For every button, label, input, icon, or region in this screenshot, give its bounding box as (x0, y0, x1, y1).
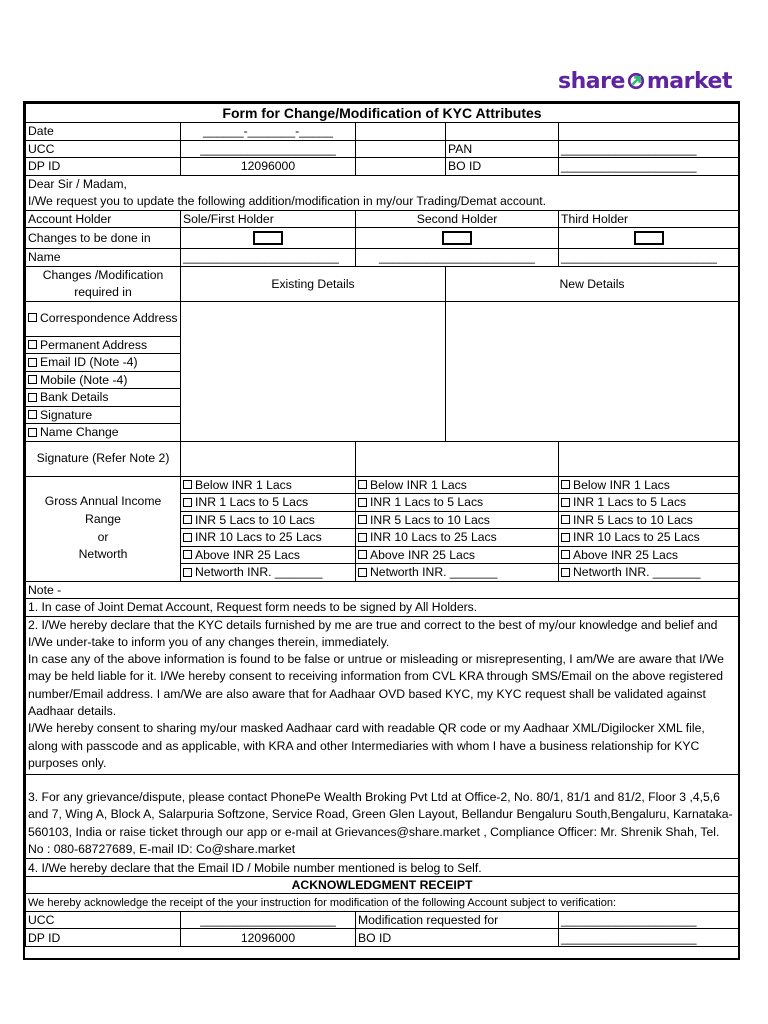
name-field-second[interactable]: _______________________ (356, 249, 559, 267)
ack-ucc-label: UCC (26, 911, 181, 929)
sharemarket-logo (558, 66, 732, 96)
income-second-opt-0[interactable]: Below INR 1 Lacs (356, 476, 559, 494)
checkbox-icon (561, 498, 570, 507)
second-holder-checkbox[interactable] (442, 231, 472, 245)
ack-dpid-value: 12096000 (181, 929, 356, 947)
note-4: 4. I/We hereby declare that the Email ID / Mobile number mentioned is belog to Self. (26, 859, 739, 877)
income-first-opt-3[interactable]: INR 10 Lacs to 25 Lacs (181, 529, 356, 547)
salutation: Dear Sir / Madam, (28, 176, 127, 191)
checkbox-icon (28, 393, 37, 402)
kyc-form (23, 101, 740, 960)
first-holder-checkbox[interactable] (253, 231, 283, 245)
holder-second: Second Holder (356, 210, 559, 228)
form-title: Form for Change/Modification of KYC Attributes (26, 104, 739, 123)
signature-first[interactable] (181, 441, 356, 476)
income-second-opt-1[interactable]: INR 1 Lacs to 5 Lacs (356, 494, 559, 512)
income-third-opt-2[interactable]: INR 5 Lacs to 10 Lacs (559, 511, 739, 529)
dpid-value: 12096000 (181, 158, 356, 176)
new-details-area[interactable] (446, 301, 739, 441)
checkbox-icon (561, 480, 570, 489)
income-second-opt-5[interactable]: Networth INR. _______ (356, 564, 559, 582)
note-3: 3. For any grievance/dispute, please contact PhonePe Wealth Broking Pvt Ltd at Office-2, No. 80/1, 81/1 and 81/2, Floor 3 ,4,5,6 and 7, Wing A, Block A, Salarpuria Softzone, Service Road, Green Glen Layout, Bellandur Bengaluru South,Bengaluru, Karnataka- 560103, India or raise ticket through our app or e-mail at Grievances@share.market , Compliance Officer: Mr. Shrenik Shah, Tel. No : 080-68727689, E-mail ID: Co@share.market (26, 775, 739, 859)
ack-boid-field[interactable]: ____________________ (559, 929, 739, 947)
checkbox-icon (28, 358, 37, 367)
signature-second[interactable] (356, 441, 559, 476)
checkbox-icon (28, 375, 37, 384)
income-third-opt-5[interactable]: Networth INR. _______ (559, 564, 739, 582)
income-second-opt-3[interactable]: INR 10 Lacs to 25 Lacs (356, 529, 559, 547)
holder-third: Third Holder (559, 210, 739, 228)
checkbox-icon (28, 313, 37, 322)
kyc-form-table (25, 103, 739, 947)
checkbox-icon (358, 480, 367, 489)
mod-item-correspondence[interactable]: Correspondence Address (26, 301, 181, 336)
logo-text-share: share (558, 68, 625, 94)
dpid-label: DP ID (26, 158, 181, 176)
checkbox-icon (561, 568, 570, 577)
note-1: 1. In case of Joint Demat Account, Request form needs to be signed by All Holders. (26, 599, 739, 617)
income-first-opt-0[interactable]: Below INR 1 Lacs (181, 476, 356, 494)
name-field-third[interactable]: _______________________ (559, 249, 739, 267)
mod-item-email[interactable]: Email ID (Note -4) (26, 354, 181, 372)
ack-ucc-field[interactable]: ____________________ (181, 911, 356, 929)
income-third-opt-3[interactable]: INR 10 Lacs to 25 Lacs (559, 529, 739, 547)
income-first-opt-5[interactable]: Networth INR. _______ (181, 564, 356, 582)
third-holder-checkbox[interactable] (634, 231, 664, 245)
name-label: Name (26, 249, 181, 267)
pan-label: PAN (446, 140, 559, 158)
checkbox-icon (28, 428, 37, 437)
mod-item-permanent[interactable]: Permanent Address (26, 336, 181, 354)
ack-boid-label: BO ID (356, 929, 559, 947)
income-third-opt-1[interactable]: INR 1 Lacs to 5 Lacs (559, 494, 739, 512)
mod-item-name-change[interactable]: Name Change (26, 424, 181, 442)
checkbox-icon (358, 550, 367, 559)
checkbox-icon (561, 515, 570, 524)
new-details-header: New Details (446, 266, 739, 301)
ack-mod-label: Modification requested for (356, 911, 559, 929)
boid-field[interactable]: ____________________ (559, 158, 739, 176)
ack-text: We hereby acknowledge the receipt of the your instruction for modification of the following Account subject to verification: (26, 894, 739, 912)
mod-item-signature[interactable]: Signature (26, 406, 181, 424)
name-field-first[interactable]: _______________________ (181, 249, 356, 267)
income-label: Gross Annual Income Range or Networth (26, 476, 181, 581)
income-second-opt-4[interactable]: Above INR 25 Lacs (356, 546, 559, 564)
signature-third[interactable] (559, 441, 739, 476)
note-label: Note - (26, 581, 739, 599)
account-holder-label: Account Holder (26, 210, 181, 228)
ack-dpid-label: DP ID (26, 929, 181, 947)
checkbox-icon (183, 533, 192, 542)
pan-field[interactable]: ____________________ (559, 140, 739, 158)
date-label: Date (26, 123, 181, 141)
checkbox-icon (183, 498, 192, 507)
checkbox-icon (358, 498, 367, 507)
ucc-field[interactable]: ____________________ (181, 140, 356, 158)
arrow-icon (627, 72, 645, 90)
note-2: 2. I/We hereby declare that the KYC details furnished by me are true and correct to the best of my/our knowledge and belief and I/We under-take to inform you of any changes therein, immediately. In case any of the above information is found to be false or untrue or misleading or misrepresenting, I am/We are aware that I/We may be held liable for it. I/We hereby consent to receiving information from CVL KRA through SMS/Email on the above registered number/Email address. I am/We are also aware that for Aadhaar OVD based KYC, my KYC request shall be validated against Aadhaar details. I/We hereby consent to sharing my/our masked Aadhaar card with readable QR code or my Aadhaar XML/Digilocker XML file, along with passcode and as applicable, with KRA and other Intermediaries with whom I have a business relationship for KYC purposes only. (26, 616, 739, 775)
boid-label: BO ID (446, 158, 559, 176)
date-field[interactable]: ______-_______-_____ (181, 123, 356, 141)
checkbox-icon (358, 568, 367, 577)
income-second-opt-2[interactable]: INR 5 Lacs to 10 Lacs (356, 511, 559, 529)
changes-label: Changes to be done in (26, 228, 181, 249)
checkbox-icon (561, 550, 570, 559)
mod-item-bank[interactable]: Bank Details (26, 389, 181, 407)
income-third-opt-4[interactable]: Above INR 25 Lacs (559, 546, 739, 564)
signature-label: Signature (Refer Note 2) (26, 441, 181, 476)
income-third-opt-0[interactable]: Below INR 1 Lacs (559, 476, 739, 494)
request-text: I/We request you to update the following addition/modification in my/our Trading/Demat account. (28, 193, 547, 208)
checkbox-icon (183, 568, 192, 577)
ucc-label: UCC (26, 140, 181, 158)
logo-text-market: market (646, 68, 732, 94)
checkbox-icon (28, 410, 37, 419)
checkbox-icon (358, 533, 367, 542)
checkbox-icon (28, 340, 37, 349)
checkbox-icon (183, 550, 192, 559)
existing-details-header: Existing Details (181, 266, 446, 301)
checkbox-icon (183, 515, 192, 524)
checkbox-icon (561, 533, 570, 542)
mod-header: Changes /Modification required in (26, 266, 181, 301)
income-first-opt-4[interactable]: Above INR 25 Lacs (181, 546, 356, 564)
income-first-opt-2[interactable]: INR 5 Lacs to 10 Lacs (181, 511, 356, 529)
income-first-opt-1[interactable]: INR 1 Lacs to 5 Lacs (181, 494, 356, 512)
mod-item-mobile[interactable]: Mobile (Note -4) (26, 371, 181, 389)
ack-title: ACKNOWLEDGMENT RECEIPT (26, 876, 739, 894)
checkbox-icon (358, 515, 367, 524)
ack-mod-field[interactable]: ____________________ (559, 911, 739, 929)
checkbox-icon (183, 480, 192, 489)
holder-first: Sole/First Holder (181, 210, 356, 228)
existing-details-area[interactable] (181, 301, 446, 441)
